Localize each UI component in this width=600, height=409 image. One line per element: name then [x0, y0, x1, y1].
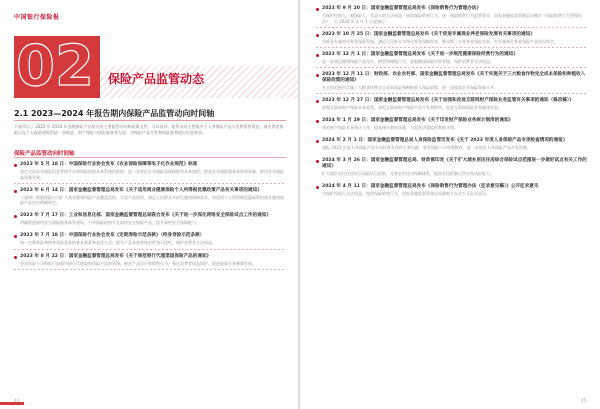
timeline-entry-title-text: 2024 年 4 月 11 日：国家金融监督管理总局发布《保险销售行为管理办法（征求意见稿）》公开征求意见: [322, 184, 539, 190]
timeline-entry-title: [316, 72, 588, 84]
chapter-number: 02: [16, 34, 94, 99]
timeline-entry-title-text: 2023 年 10 月 25 日：国家金融监督管理总局发布《关于促进专属商业养老保险发展有关事项的通知》: [322, 31, 535, 37]
timeline-entry-divider: [14, 183, 286, 184]
timeline-entry: [316, 118, 588, 134]
timeline-entry-title: [316, 6, 588, 12]
bullet-dot-icon: [14, 164, 17, 167]
timeline-entry-divider: [316, 154, 588, 155]
timeline-entry: [14, 254, 286, 270]
timeline-entry-title: [316, 98, 588, 104]
timeline-entry: [316, 98, 588, 114]
bullet-dot-icon: [316, 54, 319, 57]
timeline-entry-body: 为保护投保人、被保险人、受益人的合法权益，规范保险销售行为，统一保险销售行为监管要求，国家金融监督管理总局制定《保险销售行为管理办法》，自 2024 年 3 月 1 日起施行。: [322, 13, 582, 24]
timeline-entry-title-text: 2024 年 1 月 29 日：国家金融监督管理总局发布《关于印发财产保险业务统计制度的通知》: [322, 118, 514, 124]
timeline-entry: [316, 32, 588, 48]
timeline-entry-body: 通过全国农业保险信息管理平台和保险机构业务系统的衔接，进一步规范农业保险承保理赔等业务流程，提高农业保险服务效率和质量，推动农业保险高质量发展。: [20, 169, 284, 180]
left-timeline: [14, 162, 286, 274]
section-heading: 2.1 2023—2024 年报告期内保险产品监管动向时间轴: [14, 109, 215, 118]
timeline-entry-body: 《通知》鼓励保险公司扩大商业健康保险产品覆盖范围，丰富产品供给，满足人民群众多样化健康保障需求，对适用个人所得税优惠政策的商业健康保险产品作出明确规定。: [20, 194, 284, 206]
timeline-entry-title-text: 2023 年 6 月 14 日：国家金融监督管理总局发布《关于适用商业健康保险个人所得税优惠政策产品有关事项的通知》: [20, 187, 262, 193]
timeline-entry-title-text: 2023 年 9 月 20 日：国家金融监督管理总局发布《保险销售行为管理办法》: [322, 6, 481, 11]
subheading-divider: [14, 157, 286, 158]
timeline-entry-title: [316, 32, 588, 38]
timeline-entry: [316, 72, 588, 94]
bullet-dot-icon: [316, 34, 319, 37]
timeline-entry: [316, 52, 588, 68]
bullet-dot-icon: [316, 186, 319, 189]
timeline-entry-divider: [14, 249, 286, 250]
timeline-entry-title-text: 2023 年 7 月 18 日：中国保险行业协会发布《定期寿险示范条款》（终身寿险示范条款）: [20, 233, 205, 239]
timeline-entry-title-text: 2024 年 2 月 1 日：国家金融监督管理总局人身保险监管司发布《关于 2023 年度人身保险产品专项检查情况的通报》: [322, 138, 568, 144]
right-timeline: [316, 6, 588, 204]
timeline-entry-title: [316, 184, 588, 190]
timeline-entry-divider: [316, 200, 588, 201]
timeline-entry: [14, 213, 286, 229]
timeline-entry-body: 规范财产保险业务统计工作，提高统计数据质量，为监管决策提供数据支撑。: [322, 125, 458, 131]
timeline-entry-title: [316, 158, 588, 170]
timeline-entry-title-text: 2023 年 12 月 27 日：国家金融监督管理总局发布《关于加强和改进互联网财产保险业务监管有关事项的通知（修改稿）》: [322, 97, 574, 103]
timeline-entry-title-text: 2023 年 8 月 22 日：国家金融监督管理总局发布《关于规范银行代理渠道保险产品的通知》: [20, 253, 212, 259]
timeline-entry-title-text: 2023 年 5 月 18 日：中国保险行业协会发布《农业保险保障等电子化作业规范》标准: [20, 162, 198, 167]
timeline-entry-title: [14, 233, 286, 239]
timeline-entry-body: 要求保险公司和银行加强对银行代理渠道保险产品的管理，规范产品设计和销售行为，强化消费者权益保护，促进银保业务健康发展。: [20, 260, 256, 266]
timeline-entry: [14, 188, 286, 210]
timeline-entry-title-text: 2023 年 12 月 1 日：国家金融监督管理总局发布《关于进一步规范健康保险经营行为的通知》: [322, 51, 518, 57]
bullet-dot-icon: [316, 74, 319, 77]
page-number-right: 45: [580, 398, 586, 403]
bullet-dot-icon: [14, 215, 17, 218]
timeline-entry-body: 加强互联网财产保险业务监管，规范互联网财产保险产品开发和销售，促进互联网保险业务健康发展。: [322, 104, 502, 110]
timeline-entry-divider: [14, 229, 286, 230]
section-intro: 下面列示了 2023 年 2024 年金融保险产品相关的主要监管动向和政策文件。可以看到，监管动向主要集中于人身保险产品开发和销售规范、商业养老保险以及个人税收递延的进一步推进、财产保险与保险服务等方面，对保险产品开发和保险服务提出更高要求。: [14, 124, 284, 135]
timeline-entry-title: [14, 213, 286, 219]
timeline-entry: [316, 138, 588, 154]
timeline-entry-title-text: 2023 年 12 月 11 日：财政部、农业农村部、国家金融监督管理总局发布《关于实施关于三大粮食作物完全成本保险和种植收入保险政策的通知》: [322, 71, 586, 83]
bullet-dot-icon: [14, 190, 17, 193]
timeline-entry-body: 为推进专属商业养老保险发展，满足人民群众多样化养老保障需求，推动第三支柱养老保险发展，对专属商业养老保险产品作出规定。: [322, 38, 558, 44]
bullet-dot-icon: [316, 120, 319, 123]
timeline-entry: [316, 6, 588, 28]
timeline-entry-body: 统一定期寿险和终身寿险条款的基本要素和表述方式，提升产品条款的规范性和可读性，保护消费者合法权益。: [20, 240, 216, 246]
bullet-dot-icon: [316, 160, 319, 163]
timeline-entry: [14, 233, 286, 249]
page-number-left: 44: [14, 398, 20, 403]
timeline-entry-title-text: 2024 年 3 月 26 日：国家金融监督管理总局、财政部印发《关于扩大城乡居民住房综合保险试点范围进一步做好试点有关工作的通知》: [322, 158, 587, 170]
timeline-entry-title: [14, 188, 286, 194]
timeline-entry-divider: [14, 209, 286, 210]
bullet-dot-icon: [316, 100, 319, 103]
timeline-entry-divider: [316, 134, 588, 135]
timeline-entry-body: 明确推进网络安全保险服务体系建设，引导保险机构开发网络安全保险产品，提升网络安全保障能力。: [20, 220, 200, 226]
timeline-entry-title: [316, 138, 588, 144]
timeline-entry-body: 在全国范围内实施三大粮食作物完全成本保险和种植收入保险政策，进一步提高农业保险保障水平。: [322, 84, 498, 90]
timeline-entry-divider: [316, 114, 588, 115]
timeline-entry-divider: [316, 67, 588, 68]
bullet-dot-icon: [14, 235, 17, 238]
timeline-entry: [316, 158, 588, 180]
timeline-entry-body: 为保护投保人合法权益，规范保险销售行为，国家金融监督管理总局就相关办法公开征求意见。: [322, 191, 490, 197]
timeline-entry-body: 进一步规范健康保险产品设计、销售和理赔行为，加强健康保险经营管理，保护消费者合法权益。: [322, 58, 494, 64]
timeline-entry-title: [14, 254, 286, 260]
timeline-entry-divider: [316, 93, 588, 94]
timeline-entry-title: [14, 162, 286, 168]
bullet-dot-icon: [316, 140, 319, 143]
page-corner-mark: [0, 402, 24, 405]
timeline-entry-divider: [316, 47, 588, 48]
bullet-dot-icon: [14, 256, 17, 259]
bullet-dot-icon: [316, 8, 319, 11]
timeline-entry-title: [316, 118, 588, 124]
brand-header: 中国银行保险报: [14, 14, 60, 21]
timeline-entry: [316, 184, 588, 200]
timeline-entry-divider: [14, 269, 286, 270]
timeline-entry-title-text: 2023 年 7 月 17 日：工业和信息化部、国家金融监督管理总局联合发布《关于进一步深化网络安全保险试点工作的通知》: [20, 213, 271, 219]
chapter-title: 保险产品监管动态: [108, 72, 205, 86]
timeline-entry-body: 通报 2023 年度人身保险产品专项检查发现的主要问题，要求保险公司对照整改，进一步规范人身保险产品开发管理。: [322, 145, 531, 151]
timeline-entry-divider: [316, 180, 588, 181]
timeline-entry-title: [316, 52, 588, 58]
section-divider: [14, 120, 286, 121]
timeline-subheading: 保险产品监管动向时间轴: [14, 151, 75, 157]
timeline-entry: [14, 162, 286, 184]
timeline-entry-body: 扩大城乡居民住房综合保险试点范围，完善农村住房保障体系，提高农民抵御自然灾害风险能力。: [322, 171, 494, 177]
timeline-entry-divider: [316, 27, 588, 28]
